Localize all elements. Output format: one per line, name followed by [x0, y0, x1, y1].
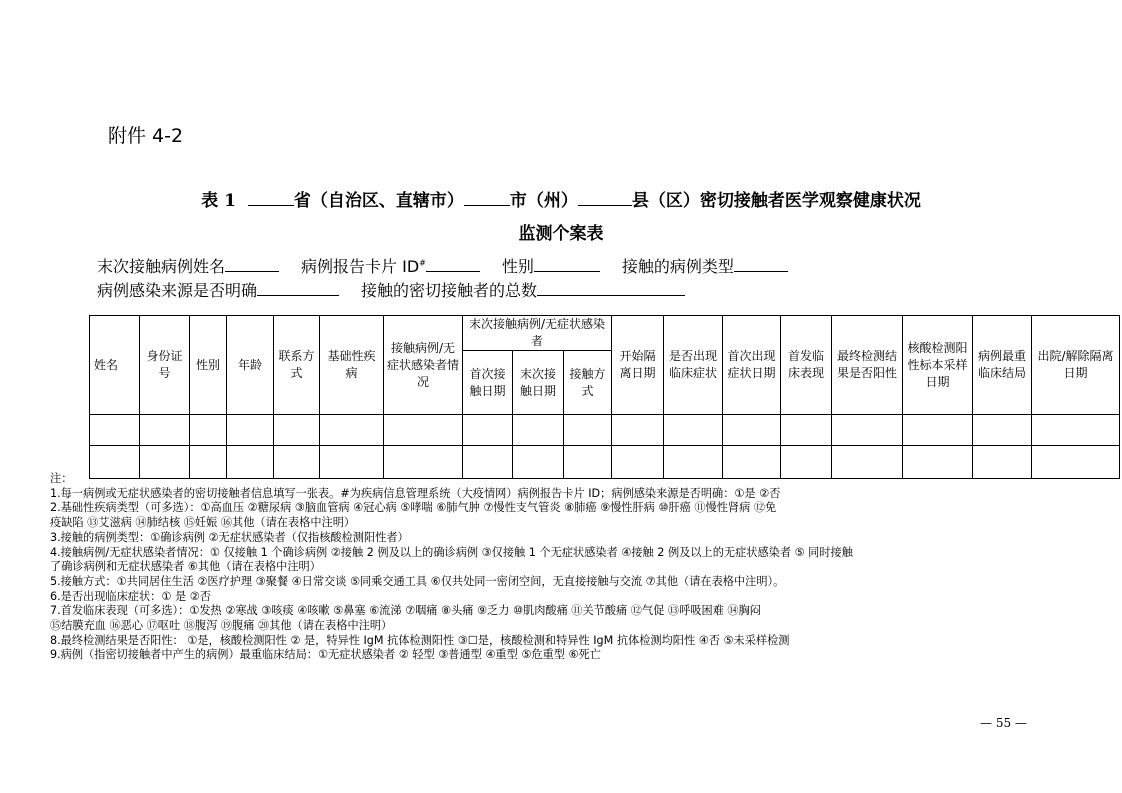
table-cell[interactable] [903, 415, 973, 446]
title-city-label: 市（州） [509, 191, 578, 211]
page-number: — 55 — [980, 716, 1027, 730]
note-line: 1.每一病例或无症状感染者的密切接触者信息填写一张表。#为疾病信息管理系统（大疫情网）病例报告卡片 ID；病例感染来源是否明确：①是 ②否 [50, 486, 781, 500]
note-line: 9.病例（指密切接触者中产生的病例）最重临床结局：①无症状感染者 ② 轻型 ③普通型 ④重型 ⑤危重型 ⑥死亡 [50, 648, 601, 662]
table-cell[interactable] [832, 415, 903, 446]
col-header-sex: 性别 [190, 316, 227, 415]
col-header-contact-mode: 接触方式 [564, 351, 612, 415]
table-cell[interactable] [612, 415, 664, 446]
field-label-infection-source: 病例感染来源是否明确 [97, 281, 258, 300]
case-table [89, 315, 1120, 479]
table-cell[interactable] [723, 415, 781, 446]
note-line: 7.首发临床表现（可多选）：①发热 ②寒战 ③咳痰 ④咳嗽 ⑤鼻塞 ⑥流涕 ⑦咽痛 ⑧头痛 ⑨乏力 ⑩肌肉酸痛 ⑪关节酸痛 ⑫气促 ⑬呼吸困难 ⑭胸闷 [50, 604, 761, 618]
note-line: 4.接触病例/无症状感染者情况：① 仅接触 1 个确诊病例 ②接触 2 例及以上的确诊病例 ③仅接触 1 个无症状感染者 ④接触 2 例及以上的无症状感染者 ⑤ 同时接触 [50, 545, 853, 559]
city-blank[interactable] [464, 190, 510, 206]
note-line: 5.接触方式：①共同居住生活 ②医疗护理 ③聚餐 ④日常交谈 ⑤同乘交通工具 ⑥仅共处同一密闭空间，无直接接触与交流 ⑦其他（请在表格中注明）。 [50, 574, 785, 588]
col-header-last-contact-group: 末次接触病例/无症状感染者 [463, 316, 612, 351]
contact-total-blank[interactable] [537, 280, 685, 296]
table-cell[interactable] [140, 415, 190, 446]
col-header-contact: 联系方式 [274, 316, 320, 415]
col-header-last-contact-date: 末次接触日期 [513, 351, 564, 415]
title-province-label: 省（自治区、直辖市） [293, 191, 464, 211]
header-fields-row1 [97, 254, 788, 277]
infection-source-blank[interactable] [257, 280, 339, 296]
field-label-case-type: 接触的病例类型 [621, 257, 734, 276]
note-line: 3.接触的病例类型：①确诊病例 ②无症状感染者（仅指核酸检测阳性者） [50, 530, 409, 544]
table-cell[interactable] [190, 415, 227, 446]
table-cell[interactable] [513, 415, 564, 446]
case-type-blank[interactable] [734, 256, 788, 272]
title-prefix: 表 1 [201, 191, 236, 211]
col-header-sample-date: 核酸检测阳性标本采样日期 [903, 316, 973, 415]
col-header-final-result: 最终检测结果是否阳性 [832, 316, 903, 415]
col-header-age: 年龄 [227, 316, 274, 415]
notes-section [50, 472, 1050, 663]
province-blank[interactable] [248, 190, 294, 206]
col-header-id-number: 身份证号 [140, 316, 190, 415]
note-line: 8.最终检测结果是否阳性： ①是，核酸检测阳性 ② 是，特异性 IgM 抗体检测阳性 ③☐是，核酸检测和特异性 IgM 抗体检测均阳性 ④否 ⑤未采样检测 [50, 633, 790, 647]
table-cell[interactable] [227, 415, 274, 446]
table-title-line2: 监测个案表 [518, 224, 604, 244]
attachment-label: 附件 4-2 [108, 125, 184, 147]
table-cell[interactable] [90, 415, 140, 446]
col-header-case-status: 接触病例/无症状感染者情况 [384, 316, 463, 415]
table-cell[interactable] [384, 415, 463, 446]
col-header-first-symptoms: 首发临床表现 [781, 316, 832, 415]
notes-heading: 注： [50, 472, 73, 485]
table-cell[interactable] [320, 415, 384, 446]
note-line: 2.基础性疾病类型（可多选）：①高血压 ②糖尿病 ③脑血管病 ④冠心病 ⑤哮喘 ⑥肺气肿 ⑦慢性支气管炎 ⑧肺癌 ⑨慢性肝病 ⑩肝癌 ⑪慢性肾病 ⑫免 [50, 501, 777, 515]
col-header-symptom-date: 首次出现症状日期 [723, 316, 781, 415]
field-label-report-card-id: 病例报告卡片 ID [301, 257, 420, 276]
col-header-outcome: 病例最重临床结局 [973, 316, 1032, 415]
note-line: 了确诊病例和无症状感染者 ⑥其他（请在表格中注明） [50, 560, 321, 574]
field-label-last-contact-name: 末次接触病例姓名 [97, 257, 226, 276]
table-row [90, 415, 1120, 446]
table-cell[interactable] [781, 415, 832, 446]
report-card-id-blank[interactable] [426, 256, 480, 272]
table-title [0, 186, 1122, 211]
field-label-sex: 性别 [501, 257, 534, 276]
col-header-underlying-disease: 基础性疾病 [320, 316, 384, 415]
title-county-label: 县（区）密切接触者医学观察健康状况 [631, 191, 921, 211]
table-cell[interactable] [1032, 415, 1120, 446]
county-blank[interactable] [578, 190, 632, 206]
col-header-symptoms: 是否出现临床症状 [664, 316, 723, 415]
field-label-contact-total: 接触的密切接触者的总数 [361, 281, 538, 300]
col-header-isolation-start: 开始隔离日期 [612, 316, 664, 415]
note-line: 疫缺陷 ⑬艾滋病 ⑭肺结核 ⑮妊娠 ⑯其他（请在表格中注明） [50, 516, 356, 530]
col-header-discharge-date: 出院/解除隔离日期 [1032, 316, 1120, 415]
note-line: ⑮结膜充血 ⑯恶心 ⑰呕吐 ⑱腹泻 ⑲腹痛 ⑳其他（请在表格中注明） [50, 619, 393, 633]
sex-blank[interactable] [534, 256, 600, 272]
note-line: 6.是否出现临床症状：① 是 ②否 [50, 589, 211, 603]
table-cell[interactable] [274, 415, 320, 446]
table-cell[interactable] [664, 415, 723, 446]
table-cell[interactable] [564, 415, 612, 446]
header-fields-row2 [97, 278, 685, 301]
last-contact-name-blank[interactable] [225, 256, 279, 272]
field-mark-hash: # [419, 258, 426, 268]
col-header-first-contact-date: 首次接触日期 [463, 351, 513, 415]
col-header-name: 姓名 [90, 316, 140, 415]
table-cell[interactable] [463, 415, 513, 446]
table-cell[interactable] [973, 415, 1032, 446]
